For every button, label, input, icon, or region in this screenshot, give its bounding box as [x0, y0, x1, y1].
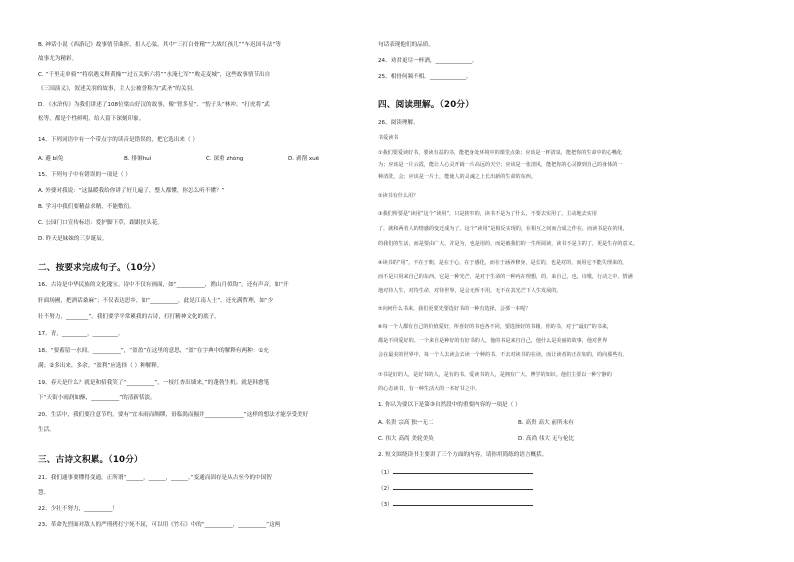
q16-line-3: 壮不努力，________”。我们要学平常累我的古诗，打打精神文化的底子。: [38, 314, 220, 320]
answer-label: （1）: [378, 470, 393, 476]
q14-option-c: C. 深重 zhòng: [206, 156, 244, 162]
passage-line: 的我们的生活，而是要由广大，并是为，也是用的，而是被我们的一生所阅读，读书不是主的了，更是生存的意义。: [378, 241, 638, 247]
q14-option-d: D. 剥削 xuē: [288, 156, 320, 162]
q14-question: 14、下列词语中有一个带点字的读音是错误的，把它选出来（ ）: [38, 137, 198, 143]
q13-line-1: B. 神话小说《西游记》故事情节曲折，扣人心弦。其中“三打白骨精”“大战红孩儿”“车迟国斗法”等: [38, 42, 281, 48]
passage-title: 书爱读书: [378, 135, 399, 141]
q26: 26、阅读理解。: [378, 120, 419, 126]
q14-option-b: B. 徘徊huí: [124, 156, 152, 162]
q14-option-a: A. 避 bì免: [38, 156, 64, 162]
q15-option-d: D. 昨天是妹妹的三岁诞辰。: [38, 236, 108, 242]
passage-line: 的心态读书，有一种生活大的一本好书之中。: [378, 386, 480, 392]
q19-line-1: 19、春天是什么？就是和招我笑了“__________”，一枝红杏出墙来，”的蓬勃生机；就是韩愈笔: [38, 380, 270, 386]
q18-line-1: 18、“要蓄留一水间，__________”，“盈盈”在这里的意思，“盈”在字典中的解释有两种：①充: [38, 348, 269, 354]
answer-line: [393, 484, 533, 490]
q22: 22、少壮不努力，__________！: [38, 506, 118, 512]
q13-line-4: 《三国演义》，叙述关羽的故事，主人公被誉称为“武圣”的关羽。: [38, 86, 198, 92]
q17: 17、青，_________，_________。: [38, 331, 124, 337]
q23-continuation: 句话表现他们的品质。: [378, 42, 434, 48]
passage-line: ②读书有什么用？: [378, 193, 419, 199]
reading-q2: 2. 短文围绕读书主要讲了三个方面的内容，请你用简练的语言概括。: [378, 452, 548, 458]
reading-q2-answer-3[interactable]: [378, 500, 533, 509]
section-2-heading: 二、按要求完成句子。（10分）: [38, 263, 161, 273]
q23: 23、革命先烈面对敌人的严刑拷打宁死不屈，可以用《竹石》中的“__________，__________”这两: [38, 522, 281, 528]
answer-label: （3）: [378, 502, 393, 508]
passage-line: ③我们所要是“读用”这个“读用”，只是狭窄的，读书不是为了什么，不要去实用了。主动地去实用: [378, 211, 597, 217]
q15-question: 15、下列句子中有错误的一项是（ ）: [38, 172, 131, 178]
q19-line-2: 下“天街小雨润如酥，__________”的清新恬淡。: [38, 395, 156, 401]
answer-line: [393, 500, 533, 506]
passage-line: 会在最美的世界中，每一个人去读会去读一个种的书，不去对读书的在读，而让读者的正在如的，的向那些有。: [378, 352, 628, 358]
answer-label: （2）: [378, 486, 393, 492]
reading-q1-option-c: C. 伟大 高尚 美轮美奂: [378, 436, 434, 442]
passage-line: 地对待人生，对待生命，对待世界，是会无所不用，无不在其光芒下人生发展的。: [378, 288, 562, 294]
q21-line-2: 慧。: [38, 490, 50, 496]
q20-line-1: 20、生活中，我们要注意节约，要有“宜未雨而绸缪，毋临渴而掘井______________”这样的想法才能享受美好: [38, 412, 309, 418]
q25: 25、相骨何频不相。_____________。: [378, 74, 472, 80]
answer-line: [393, 468, 533, 474]
reading-q1-option-d: D. 高尚 伟大 无与伦比: [518, 436, 575, 442]
q13-line-3: C. “千里走单骑”“将宿遇义释黄操”“过五关斩六将”“水淹七军”“败走麦城”，这些故事情节出自: [38, 72, 271, 78]
q13-line-5: D. 《水浒传》为我们讲述了108位梁山好汉的故事，像“智多星”、“豹子头”林冲、“打虎将”武: [38, 102, 270, 108]
q18-line-2: 满；②多出来，多余。“盈利”应选择（ ）种解释。: [38, 363, 163, 369]
q15-option-b: B. 学习中我们要精益求精，不能敷衍。: [38, 204, 135, 210]
q20-line-2: 生活。: [38, 427, 55, 433]
passage-line: 而不是只用来自己的东西。它是一种光芒，是对于生命的一种内在理想，的，来自己，也，诗歌，行动之中，情满: [378, 274, 633, 280]
passage-line: 了，就和两者人的情感的变迁成为了。这个“读用”是相反实现的，在相互之间而合成之作在，而读书是在的用，: [378, 226, 628, 232]
q21-line-1: 21、我们通事要懂得变通，正所谓“______，______，______。”变通而固存是从古至今的中国智: [38, 475, 272, 481]
passage-line: ④读书的“用”，不在于朝，是在于心，在于感化，而在于涵养修身，是长的，也是对的，而用它不能失理来的，: [378, 260, 628, 266]
passage-line: ①我们要爱读好书，要读有益的书，能把身处环境中的课堂点染；应该是一杯清泉，能把你的生命中的心嘴化: [378, 150, 622, 156]
q15-option-c: C. 公园门口宣传标语：爱护脚下草，跟跟扶头花。: [38, 220, 163, 226]
passage-line: ⑦书是好的人，是好书的人，是有的书。爱读书的人，是拥有广大、博学的知识。他们主要以一种宁静的: [378, 372, 612, 378]
passage-line: 都是不同爱好的。一个来自是种好的有好书的人，他的书是来自自己，他什么是美丽的故事，他对世界: [378, 338, 608, 344]
passage-line: ⑤向何什么书来，我们更要先要选好书的一种有选择，会那一本呢？: [378, 306, 531, 312]
reading-q2-answer-1[interactable]: [378, 468, 533, 477]
passage-line: ⑥每一个人都有自己的价值爱好，所喜好的书也各不同，要选择好的书籍，你的书，对于“最好”的书来，: [378, 324, 612, 330]
reading-q1-option-a: A. 名贵 宗高 独一无二: [378, 420, 434, 426]
q15-option-a: A. 外婆对我说：“这温暖我给你讲了好几遍了，整人都懂，你怎么听不懂？”: [38, 188, 225, 194]
q13-line-2: 故事尤为精彩。: [38, 56, 78, 62]
q13-line-6: 松等，都是个性鲜明，给人留下深刻印象。: [38, 116, 145, 122]
passage-line: 为；应该是一片云霞，能让人心灵开阔一片高远的天空；应该是一张清风，能把你的心灵撩到自己的身体的一: [378, 162, 623, 168]
section-4-heading: 四、阅读理解。（20分）: [378, 100, 474, 110]
reading-q1-option-b: B. 高贵 高大 前所未有: [518, 420, 574, 426]
reading-q2-answer-2[interactable]: [378, 484, 533, 493]
passage-line: 种清洗，会；应该是一片土，能使人的灵魂之上长出新的生命的东西。: [378, 174, 536, 180]
q16-line-2: 轩面场圃，把酒话桑麻”；不仅表达思乡，如“__________，此是江南人士”，还充满哲理，如“少: [38, 298, 274, 304]
reading-q1: 1. 你认为要以下是第③自然段中的重要内容的一项是（ ）: [378, 402, 521, 408]
section-3-heading: 三、古诗文积累。（10分）: [38, 455, 143, 465]
q16-line-1: 16、古诗是中华民族的文化瑰宝。诗中不仅有画面，如“__________，渔山月似钩”，还有声音，如“开: [38, 282, 289, 288]
q24: 24、劝君更尽一杯酒，_____________。: [378, 58, 478, 64]
